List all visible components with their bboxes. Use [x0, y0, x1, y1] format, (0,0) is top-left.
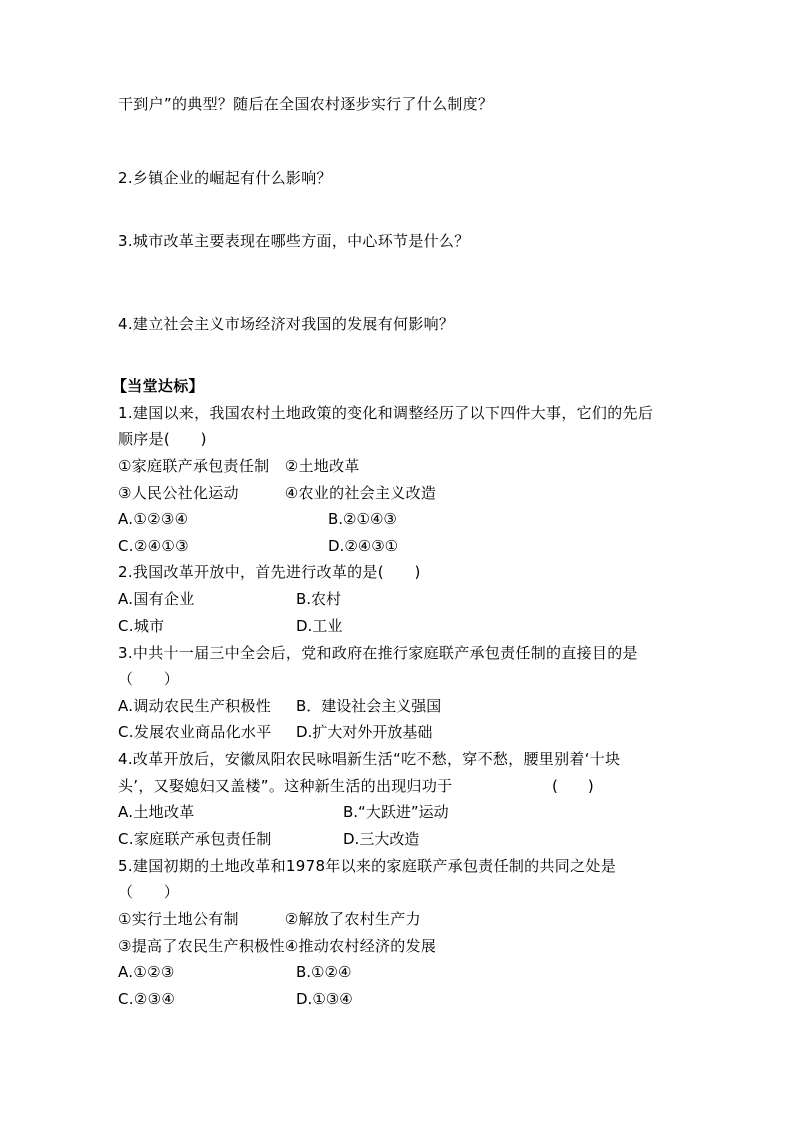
- mc1-option-c: C.②④①③: [118, 537, 189, 555]
- mc5-option-c: C.②③④: [118, 990, 176, 1008]
- mc3-stem-line1: 3.中共十一届三中全会后，党和政府在推行家庭联产承包责任制的直接目的是: [118, 644, 638, 662]
- mc2-stem: 2.我国改革开放中，首先进行改革的是( ): [118, 563, 421, 581]
- section-title: 【当堂达标】: [112, 377, 204, 395]
- question-3: 3.城市改革主要表现在哪些方面，中心环节是什么？: [118, 232, 470, 250]
- mc2-option-c: C.城市: [118, 617, 165, 635]
- mc2-option-d: D.工业: [296, 617, 343, 635]
- question-2: 2.乡镇企业的崛起有什么影响？: [118, 169, 332, 187]
- mc5-items-line2: ③提高了农民生产积极性④推动农村经济的发展: [118, 937, 437, 955]
- question-4: 4.建立社会主义市场经济对我国的发展有何影响？: [118, 315, 455, 333]
- mc4-stem-line1: 4.改革开放后，安徽凤阳农民咏唱新生活“吃不愁，穿不愁，腰里别着‘十块: [118, 750, 621, 768]
- mc1-stem-line2: 顺序是( ): [118, 430, 207, 448]
- mc1-items-line1: ①家庭联产承包责任制 ②土地改革: [118, 457, 360, 475]
- mc1-option-a: A.①②③④: [118, 510, 189, 528]
- mc5-items-line1: ①实行土地公有制 ②解放了农村生产力: [118, 910, 421, 928]
- mc5-option-a: A.①②③: [118, 963, 175, 981]
- mc3-option-a: A.调动农民生产积极性: [118, 697, 272, 715]
- question-1-tail: 干到户”的典型？随后在全国农村逐步实行了什么制度？: [118, 95, 494, 113]
- mc3-option-b: B．建设社会主义强国: [296, 697, 442, 715]
- mc4-answer-paren: ( ): [552, 777, 594, 795]
- mc1-option-d: D.②④③①: [328, 537, 399, 555]
- mc5-stem-line2: （ ）: [118, 883, 180, 901]
- mc4-option-b: B.“大跃进”运动: [343, 803, 449, 821]
- mc3-option-c: C.发展农业商品化水平: [118, 723, 272, 741]
- mc1-option-b: B.②①④③: [328, 510, 397, 528]
- mc5-option-b: B.①②④: [296, 963, 352, 981]
- mc5-stem-line1: 5.建国初期的土地改革和1978年以来的家庭联产承包责任制的共同之处是: [118, 857, 616, 875]
- mc3-option-d: D.扩大对外开放基础: [296, 723, 433, 741]
- mc4-option-d: D.三大改造: [343, 830, 420, 848]
- mc3-stem-line2: （ ）: [118, 670, 180, 688]
- mc1-stem-line1: 1.建国以来，我国农村土地政策的变化和调整经历了以下四件大事，它们的先后: [118, 404, 654, 422]
- mc4-stem-line2: 头’，又娶媳妇又盖楼”。这种新生活的出现归功于: [118, 777, 453, 795]
- mc2-option-a: A.国有企业: [118, 590, 195, 608]
- mc4-option-c: C.家庭联产承包责任制: [118, 830, 272, 848]
- mc5-option-d: D.①③④: [296, 990, 353, 1008]
- mc2-option-b: B.农村: [296, 590, 342, 608]
- mc1-items-line2: ③人民公社化运动 ④农业的社会主义改造: [118, 484, 437, 502]
- mc4-option-a: A.土地改革: [118, 803, 195, 821]
